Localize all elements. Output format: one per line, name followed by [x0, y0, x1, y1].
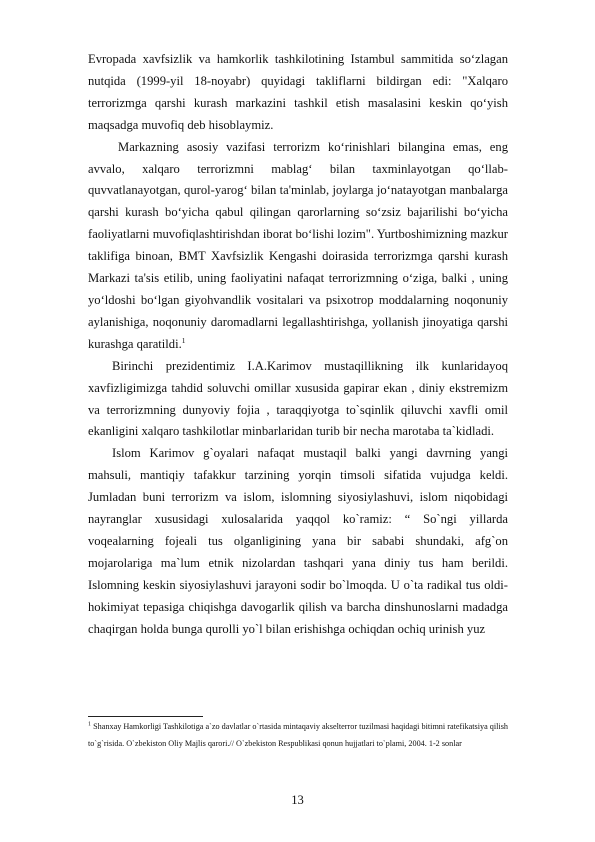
paragraph-3: Birinchi prezidentimiz I.A.Karimov mustaqillikning ilk kunlaridayoq xavfizligimizga tahdid soluvchi omillar xususida gapirar ekan , diniy ekstremizm va terrorizmning dunyoviy fojia , taraqqiyotga to`sqinlik qiluvchi xavfli omil ekanligini xalqaro tashkilotlar minbarlaridan turib bir necha marotaba ta`kidladi.: [88, 358, 508, 439]
paragraph-1: Evropada xavfsizlik va hamkorlik tashkilotining Istambul sammitida so‘zlagan nutqida (1999-yil 18-noyabr) quyidagi takliflarni bildirgan edi: "Xalqaro terrorizmga qarshi kurash markazini tashkil etish masalasini keskin qo‘yish maqsadga muvofiq deb hisoblaymiz.: [88, 52, 508, 132]
footnote-text: Shanxay Hamkorligi Tashkilotiga a`zo davlatlar o`rtasida mintaqaviy akselterror tuzilmasi haqidagi bitimni ratefikatsiya qilish to`g`risida. O`zbekiston Oliy Majlis qarori.// O`zbekiston Respublikasi qonun hujjatlari to`plami, 2004. 1-2 sonlar: [88, 722, 509, 749]
footnote-marker: 1: [88, 721, 91, 728]
paragraph-2: [88, 137, 508, 356]
page-number: 13: [291, 793, 304, 807]
paragraph-4: Islom Karimov g`oyalari nafaqat mustaqil balki yangi davrning yangi mahsuli, mantiqiy tafakkur tarzining yorqin timsoli sifatida vujudga keldi. Jumladan buni terrorizm va islom, islomning siyosiylashuvi, islom niqobidagi nayranglar xususidagi xulosalarida yaqqol ko`ramiz: “ So`ngi yillarda voqealarning fojeali tus olganligining yana bir sababi shundaki, afg`on mojarolariga ma`lum etnik nizolardan tashqari yana diniy tus ham berildi. Islomning keskin siyosiylashuvi jarayoni sodir bo`lmoqda. U o`ta radikal tus oldi-hokimiyat tepasiga chiqishga davogarlik qilish va barcha dinshunoslarni madadga chaqirgan holda bunga qurolli yo`l bilan erishishga ochiqdan ochiq urinish yuz: [88, 446, 508, 636]
footnote-reference[interactable]: 1: [181, 335, 186, 345]
footnote-separator: [88, 716, 203, 717]
footnote: [88, 718, 508, 752]
body-text: [88, 49, 508, 640]
paragraph-2-text: Markazning asosiy vazifasi terrorizm ko‘rinishlari bilangina emas, eng avvalo, xalqaro terrorizmni mablag‘ bilan taxminlayotgan qo‘llab-quvvatlanayotgan, qurol-yarog‘ bilan ta'minlab, joylarga jo‘natayotgan manbalarga qarshi kurash bo‘yicha qabul qilingan qarorlarning so‘zsiz bajarilishi bo‘yicha faoliyatlarni muvofiqlashtirishdan iborat bo‘lishi lozim". Yurtboshimizning mazkur taklifiga binoan, BMT Xavfsizlik Kengashi doirasida terrorizmga qarshi kurash Markazi ta'sis etilib, uning faoliyatini nafaqat terrorizmning o‘ziga, balki , uning yo‘ldoshi bo‘lgan giyohvandlik vositalari va psixotrop moddalarning noqonuniy aylanishiga, noqonuniy daromadlarni legallashtirishga, yollanish jinoyatiga qarshi kurashga qaratildi.: [88, 139, 508, 351]
